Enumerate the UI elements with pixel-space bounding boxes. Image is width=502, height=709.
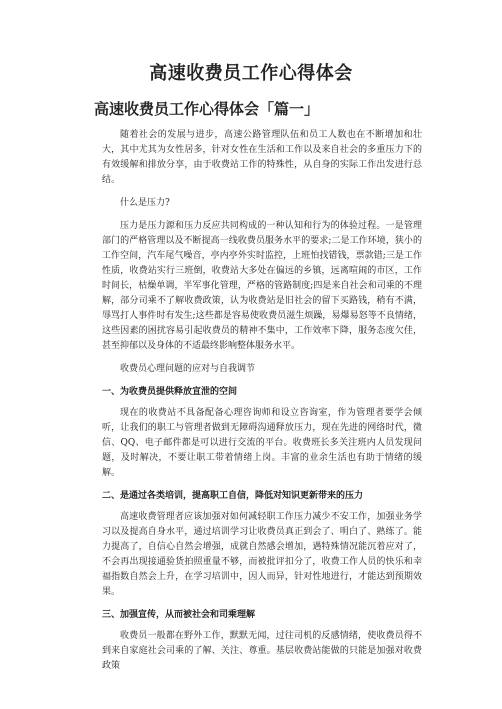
- subheading-3: 三、加强宣传，从而被社会和司乘理解: [102, 610, 256, 620]
- paragraph-intro: 随着社会的发展与进步，高速公路管理队伍和员工人数也在不断增加和壮大，其中尤其为女性居多，针对女性在生活和工作以及来自社会的多重压力下的有效缓解和排放分享，由于收费站工作的特殊性，从自身的实际工作出发进行总结。: [102, 130, 422, 185]
- paragraph-coping-heading: 收费员心理问题的应对与自我调节: [120, 364, 256, 374]
- subheading-1: 一、为收费员提供释放宣泄的空间: [102, 387, 238, 397]
- subheading-2: 二、是通过各类培训，提高职工自信，降低对知识更新带来的压力: [102, 491, 364, 501]
- document-page: [0, 60, 502, 709]
- section-title: 高速收费员工作心得体会「篇一」: [94, 100, 320, 118]
- paragraph-training: 高速收费管理者应该加强对如何减轻职工作压力减少不安工作，加强业务学习以及提高自身水平，通过培训学习让收费员真正到会了、明白了、熟练了。能力提高了，自信心自然会增强，成就自然感会增加，遇特殊情况能沉着应对了，不会再出现接通验货拍照重量不够，而被批评扣分了，收费工作人员的快乐和幸福指数自然会上升，在学习培训中，因人而异，针对性地进行，才能达到预期效果。: [102, 512, 422, 597]
- paragraph-question: 什么是压力?: [120, 198, 170, 208]
- paragraph-publicity: 收费员一般都在野外工作，默默无闻，过往司机的反感情绪，使收费员得不到来自家庭社会司乘的了解、关注、尊重。基层收费站能做的只能是加强对收费政策: [102, 631, 422, 671]
- document-title: 高速收费员工作心得体会: [149, 63, 353, 84]
- paragraph-release-space: 现在的收费站不具备配备心理咨询师和设立咨询室，作为管理者要学会倾听，让我们的职工与管理者做到无障碍沟通释放压力，现在先进的网络时代，微信、QQ、电子邮件都是可以进行交流的平台。收费班长多关注班内人员发现问题，及时解决，不要让职工带着情绪上岗。丰富的业余生活也有助于情绪的缓解。: [102, 408, 422, 478]
- paragraph-pressure-definition: 压力是压力源和压力反应共同构成的一种认知和行为的体验过程。一是管理部门的严格管理以及不断提高一线收费员服务水平的要求;二是工作环境，狭小的工作空间，汽车尾气噪音，亭内亭外实时监控，上班怕找错钱，票款错;三是工作性质，收费站实行三班倒，收费站大多处在偏远的乡镇，远离喧闹的市区，工作时间长，枯燥单调，半军事化管理，严格的管路制度;四是来自社会和司乘的不理解，部分司乘不了解收费政策，认为收费站是旧社会的留下买路钱，稍有不满，辱骂打人事件时有发生;这些都是容易使收费员滋生烦躁，易爆易怒等不良情绪，这些因素的困扰容易引起收费员的精神不集中，工作效率下降，服务态度欠佳，甚至抑郁以及身体的不适最终影响整体服务水平。: [102, 221, 422, 351]
